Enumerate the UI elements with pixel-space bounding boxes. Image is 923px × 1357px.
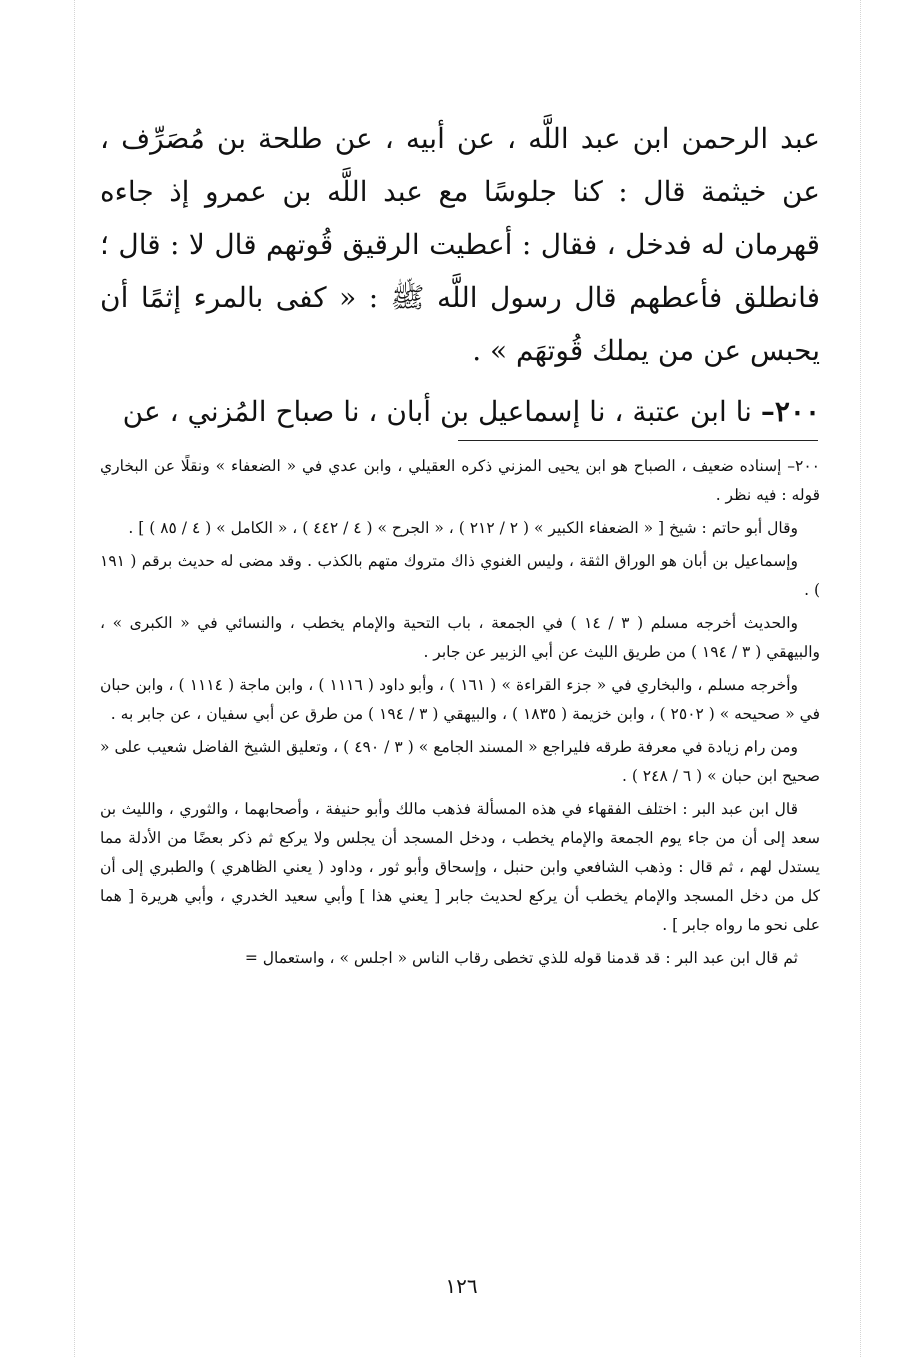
main-paragraph: عبد الرحمن ابن عبد اللَّه ، عن أبيه ، عن طلحة بن مُصَرِّف ، عن خيثمة قال : كنا جلوسًا مع عبد اللَّه بن عمرو إذ جاءه قهرمان له فدخل ، فقال : أعطيت الرقيق قُوتهم قال لا : قال ؛ فانطلق فأعطهم قال رسول اللَّه ﷺ : « كفى بالمرء إثمًا أن يحبس عن من يملك قُوتهَم » . [100, 122, 820, 367]
footnote-paragraph: ثم قال ابن عبد البر : قد قدمنا قوله للذي تخطى رقاب الناس « اجلس » ، واستعمال = [244, 949, 798, 967]
footnote-paragraph: ومن رام زيادة في معرفة طرقه فليراجع « المسند الجامع » ( ٣ / ٤٩٠ ) ، وتعليق الشيخ الفاضل شعيب على « صحيح ابن حبان » ( ٦ / ٢٤٨ ) . [100, 738, 820, 785]
footnotes-block [100, 452, 820, 977]
footnote-paragraph: وقال أبو حاتم : شيخ [ « الضعفاء الكبير » ( ٢ / ٢١٢ ) ، « الجرح » ( ٤ / ٤٤٢ ) ، « الكامل » ( ٤ / ٨٥ ) ] . [128, 519, 798, 537]
left-margin-guide [74, 0, 75, 1357]
right-margin-guide [860, 0, 861, 1357]
footnote-paragraph: وإسماعيل بن أبان هو الوراق الثقة ، وليس الغنوي ذاك متروك متهم بالكذب . وقد مضى له حديث برقم ( ١٩١ ) . [100, 552, 820, 599]
hadith-number: ٢٠٠– [760, 395, 820, 428]
footnote-separator [458, 440, 818, 441]
hadith-text: نا ابن عتبة ، نا إسماعيل بن أبان ، نا صباح المُزني ، عن [122, 395, 752, 428]
main-text-block [100, 112, 820, 438]
page-number: ١٢٦ [445, 1274, 478, 1298]
hadith-paragraph [100, 385, 820, 438]
footnote-paragraph: ٢٠٠– إسناده ضعيف ، الصباح هو ابن يحيى المزني ذكره العقيلي ، وابن عدي في « الضعفاء » ونقلًا عن البخاري قوله : فيه نظر . [100, 457, 820, 504]
footnote-paragraph: قال ابن عبد البر : اختلف الفقهاء في هذه المسألة فذهب مالك وأبو حنيفة ، وأصحابهما ، والثوري ، والليث بن سعد إلى أن من جاء يوم الجمعة والإمام يخطب ، ودخل المسجد أن يجلس ولا يركع ثم ذكر بعضًا من الأدلة مما يستدل لهم ، ثم قال : وذهب الشافعي وابن حنبل ، وإسحاق وأبو ثور ، وداود ( يعني الظاهري ) والطبري إلى أن كل من دخل المسجد والإمام يخطب أن يركع لحديث جابر [ يعني هذا ] وأبي سعيد الخدري ، وأبي هريرة [ هما على نحو ما رواه جابر ] . [100, 800, 820, 934]
footnote-paragraph: والحديث أخرجه مسلم ( ٣ / ١٤ ) في الجمعة ، باب التحية والإمام يخطب ، والنسائي في « الكبرى » ، والبيهقي ( ٣ / ١٩٤ ) من طريق الليث عن أبي الزبير عن جابر . [100, 614, 820, 661]
footnote-paragraph: وأخرجه مسلم ، والبخاري في « جزء القراءة » ( ١٦١ ) ، وأبو داود ( ١١١٦ ) ، وابن ماجة ( ١١١٤ ) ، وابن حبان في « صحيحه » ( ٢٥٠٢ ) ، وابن خزيمة ( ١٨٣٥ ) ، والبيهقي ( ٣ / ١٩٤ ) من طرق عن أبي سفيان ، عن جابر به . [100, 676, 820, 723]
